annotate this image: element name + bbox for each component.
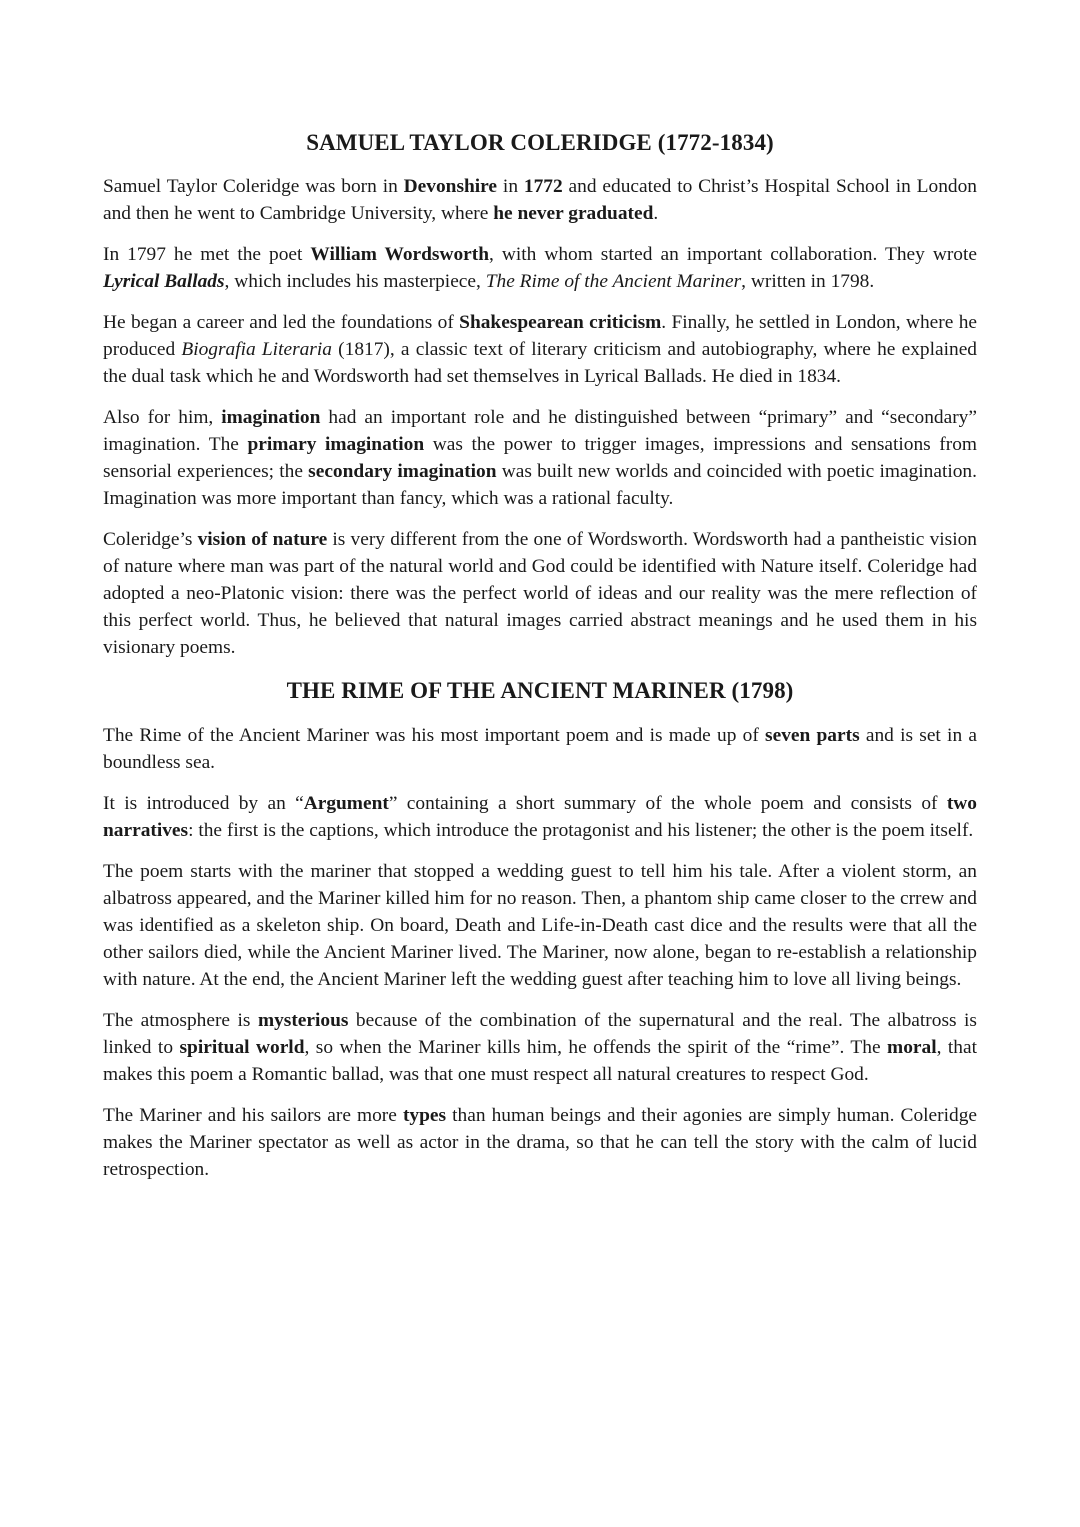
bold-phrase: Devonshire [403,176,498,197]
paragraph-characters: The Mariner and his sailors are more types than human beings and their agonies are simply human. Coleridge makes the Mariner spectator as well as actor in the drama, so that he can tell the story with the calm of lucid retrospection. [103,1105,978,1180]
bold-phrase: spiritual world [179,1037,305,1058]
bold-phrase: moral [887,1037,937,1058]
paragraph-wordsworth: In 1797 he met the poet William Wordsworth, with whom started an important collaboration. They wrote Lyrical Ballads, which includes his masterpiece, The Rime of the Ancient Mariner, written in 1798. [103,244,977,292]
paragraph-plot: The poem starts with the mariner that stopped a wedding guest to tell him his tale. After a violent storm, an albatross appeared, and the Mariner killed him for no reason. Then, a phantom ship came closer to the crrew and was identified as a skeleton ship. On board, Death and Life-in-Death cast dice and the results were that all the other sailors died, while the Ancient Mariner lived. The Mariner, now alone, began to re-establish a relationship with nature. At the end, the Ancient Mariner left the wedding guest after teaching him to love all living beings. [103,861,977,990]
paragraph-structure: The Rime of the Ancient Mariner was his most important poem and is made up of seven parts and is set in a boundless sea. [103,725,977,773]
section-title-coleridge: SAMUEL TAYLOR COLERIDGE (1772-1834) [306,130,774,155]
paragraph-biography: Samuel Taylor Coleridge was born in Devonshire in 1772 and educated to Christ’s Hospital School in London and then he went to Cambridge University, where he never graduated. [103,176,977,224]
italic-phrase: The Rime of the Ancient Mariner [485,271,742,292]
bold-phrase: mysterious [257,1010,349,1031]
paragraph-nature: Coleridge’s vision of nature is very different from the one of Wordsworth. Wordsworth had a pantheistic vision of nature where man was part of the natural world and God could be identified with Nature itself. Coleridge had adopted a neo-Platonic vision: there was the perfect world of ideas and our reality was the mere reflection of this perfect world. Thus, he believed that natural images carried abstract meanings and he used them in his visionary poems. [103,529,977,658]
paragraph-imagination: Also for him, imagination had an important role and he distinguished between “primary” and “secondary” imagination. The primary imagination was the power to trigger images, impressions and sensations from sensorial experiences; the secondary imagination was built new worlds and coincided with poetic imagination. Imagination was more important than fancy, which was a rational faculty. [103,407,977,509]
paragraph-atmosphere: The atmosphere is mysterious because of the combination of the supernatural and the real. The albatross is linked to spiritual world, so when the Mariner kills him, he offends the spirit of the “rime”. The moral, that makes this poem a Romantic ballad, was that one must respect all natural creatures to respect God. [103,1010,977,1085]
bold-phrase: primary imagination [247,434,425,455]
bold-phrase: Argument [303,793,389,814]
bold-phrase: Shakespearean criticism [459,312,662,333]
bold-phrase: Lyrical Ballads [103,271,225,292]
bold-phrase: secondary imagination [308,461,497,482]
bold-phrase: vision of nature [197,529,328,550]
document-page [103,127,977,1197]
paragraph-argument: It is introduced by an “Argument” containing a short summary of the whole poem and consists of two narratives: the first is the captions, which introduce the protagonist and his listener; the other is the poem itself. [103,793,977,841]
bold-phrase: 1772 [523,176,563,197]
paragraph-career: He began a career and led the foundations of Shakespearean criticism. Finally, he settled in London, where he produced Biografia Literaria (1817), a classic text of literary criticism and autobiography, where he explained the dual task which he and Wordsworth had set themselves in Lyrical Ballads. He died in 1834. [103,312,978,387]
section-title-rime: THE RIME OF THE ANCIENT MARINER (1798) [286,678,794,703]
bold-phrase: he never graduated [493,203,654,224]
bold-phrase: two narratives [103,793,977,841]
bold-phrase: William Wordsworth [310,244,489,265]
italic-phrase: Biografia Literaria [181,339,332,360]
bold-phrase: imagination [221,407,321,428]
bold-phrase: types [402,1105,447,1126]
bold-phrase: seven parts [765,725,860,746]
